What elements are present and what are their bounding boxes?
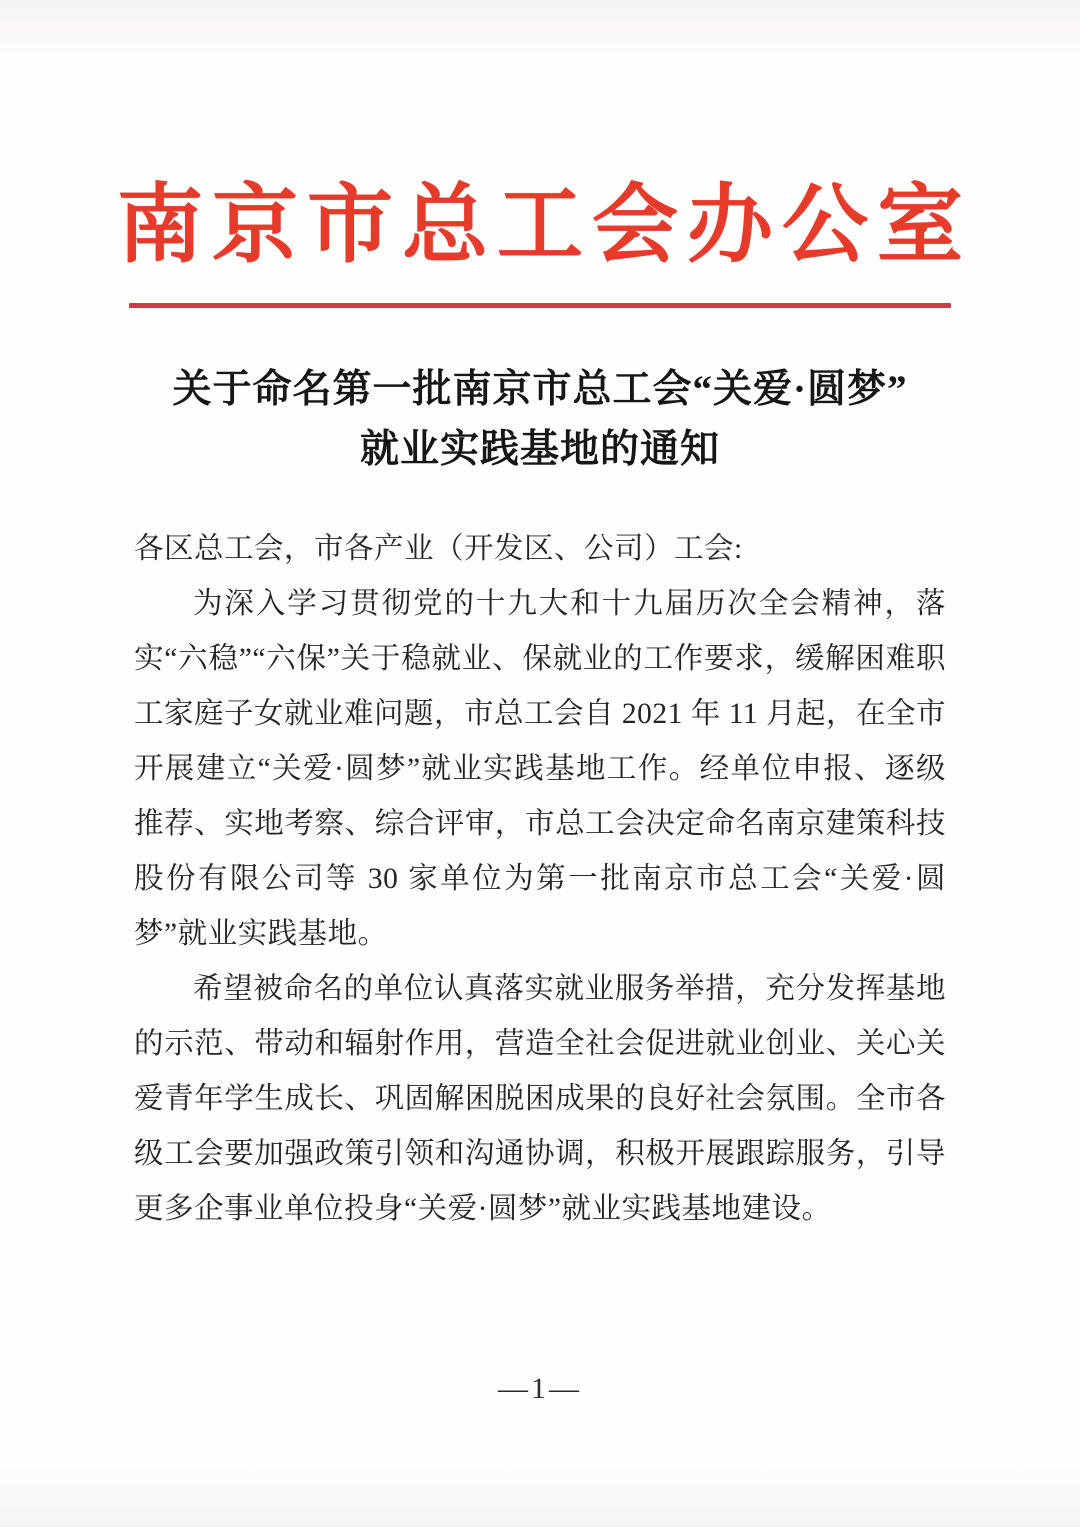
letterhead	[0, 0, 1080, 308]
document-title	[110, 360, 970, 480]
body-paragraph: 为深入学习贯彻党的十九大和十九届历次全会精神，落实“六稳”“六保”关于稳就业、保就业的工作要求，缓解困难职工家庭子女就业难问题，市总工会自 2021 年 11 月起，在全市开展建立“关爱·圆梦”就业实践基地工作。经单位申报、逐级推荐、实地考察、综合评审，市总工会决定命名南京建策科技股份有限公司等 30 家单位为第一批南京市总工会“关爱·圆梦”就业实践基地。	[134, 587, 946, 950]
salutation-line: 各区总工会，市各产业（开发区、公司）工会:	[134, 532, 743, 565]
page-number: —1—	[498, 1372, 582, 1405]
letterhead-divider-line	[129, 303, 951, 308]
document-title-line1: 关于命名第一批南京市总工会“关爱·圆梦”	[172, 367, 908, 411]
document-body	[134, 522, 946, 1237]
body-paragraph: 希望被命名的单位认真落实就业服务举措，充分发挥基地的示范、带动和辐射作用，营造全社会促进就业创业、关心关爱青年学生成长、巩固解困脱困成果的良好社会氛围。全市各级工会要加强政策引领和沟通协调，积极开展跟踪服务，引导更多企事业单位投身“关爱·圆梦”就业实践基地建设。	[134, 972, 946, 1225]
org-name-heading: 南京市总工会办公室	[117, 177, 972, 273]
document-title-line2: 就业实践基地的通知	[359, 427, 720, 471]
